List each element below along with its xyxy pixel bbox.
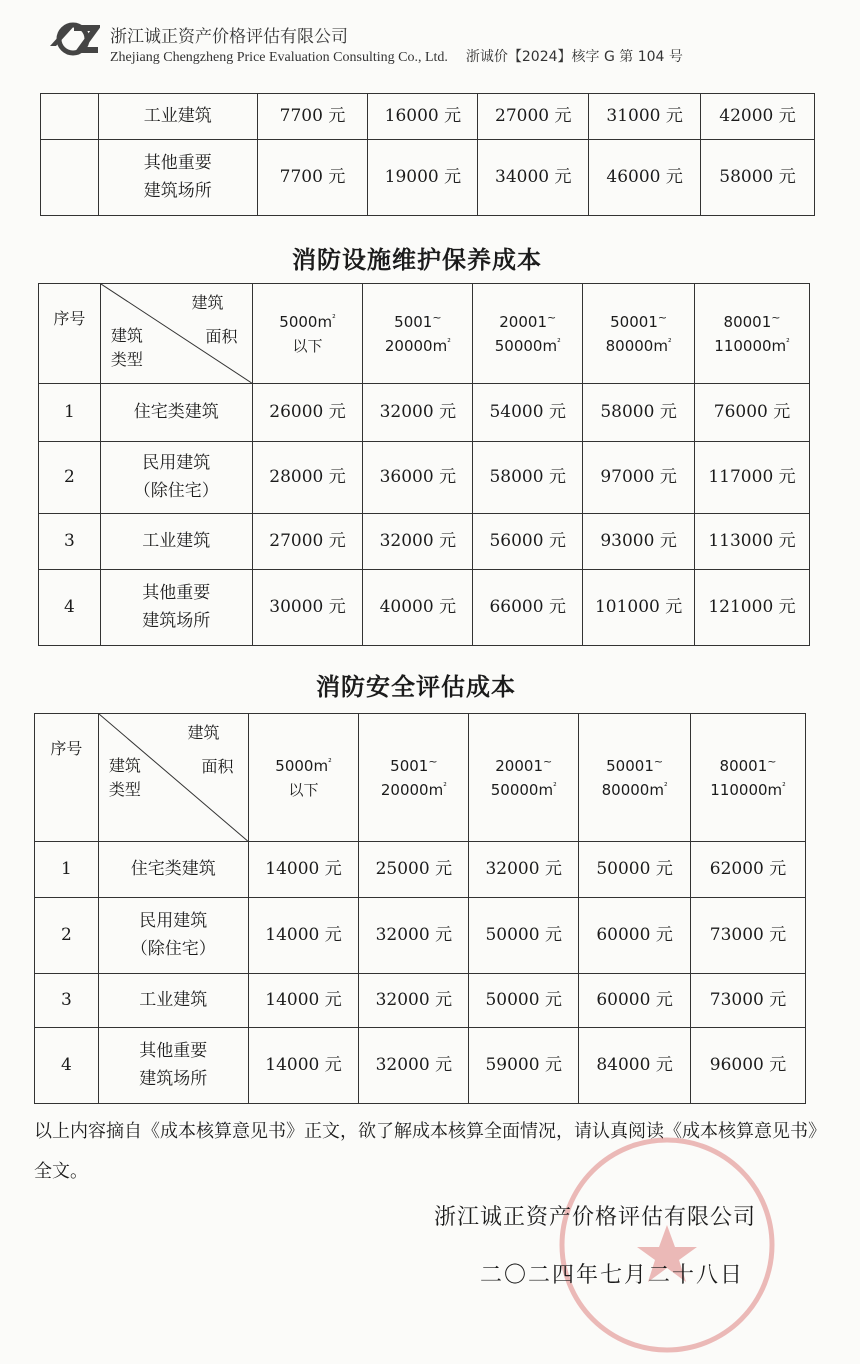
header-area-label: 建筑 (187, 723, 220, 742)
row-cost-value: 14000 元 (248, 1028, 359, 1104)
row-cost-value: 73000 元 (691, 974, 806, 1028)
row-cost-value: 14000 元 (248, 898, 359, 974)
row-cost-value: 7700 元 (257, 94, 368, 140)
row-cost-value: 96000 元 (691, 1028, 806, 1104)
row-seq: 1 (39, 384, 101, 442)
row-cost-value: 27000 元 (478, 94, 589, 140)
row-cost-value: 62000 元 (691, 842, 806, 898)
header-col-3-b: 50000m (490, 781, 554, 799)
row-building-type: 民用建筑 （除住宅） (100, 442, 252, 514)
header-col-3 (469, 714, 579, 842)
row-seq: 1 (35, 842, 99, 898)
row-building-type: 其他重要 建筑场所 (98, 140, 257, 216)
row-building-type: 其他重要 建筑场所 (98, 1028, 248, 1104)
header-col-5 (691, 714, 806, 842)
row-cost-value: 40000 元 (363, 570, 473, 646)
row-building-type: 住宅类建筑 (100, 384, 252, 442)
header-col-4 (579, 714, 691, 842)
header-tilde: ~ (653, 755, 664, 768)
header-col-3 (473, 284, 583, 384)
row-cost-value: 32000 元 (359, 898, 469, 974)
header-type-line1: 建筑 (108, 756, 141, 775)
header-tilde: ~ (771, 311, 781, 324)
row-cost-value: 32000 元 (363, 514, 473, 570)
row-cost-value: 27000 元 (252, 514, 363, 570)
header-col-2-a: 5001 (394, 313, 433, 331)
row-cost-value: 60000 元 (579, 974, 691, 1028)
row-cost-value: 14000 元 (248, 974, 359, 1028)
table-continuation (40, 93, 815, 216)
row-cost-value: 66000 元 (473, 570, 583, 646)
header-tilde: ~ (542, 755, 553, 768)
header-col-4 (583, 284, 695, 384)
header-col-2-a: 5001 (390, 757, 429, 775)
header-sq: ² (667, 338, 672, 348)
header-diagonal-cell (100, 284, 252, 384)
header-col-4-b: 80000m (605, 337, 668, 355)
row-cost-value: 58000 元 (473, 442, 583, 514)
header-diagonal-cell (98, 714, 248, 842)
row-cost-value: 32000 元 (363, 384, 473, 442)
row-building-type: 其他重要 建筑场所 (100, 570, 252, 646)
header-col-5-b: 110000m (710, 781, 783, 799)
header-col-2-b: 20000m (384, 337, 448, 355)
row-cost-value: 56000 元 (473, 514, 583, 570)
header-sq: ² (553, 782, 557, 792)
row-cost-value: 117000 元 (695, 442, 810, 514)
header-sq: ² (557, 338, 561, 348)
table-row (39, 384, 810, 442)
row-cost-value: 30000 元 (252, 570, 363, 646)
header-sq: ² (782, 782, 786, 792)
row-cost-value: 60000 元 (579, 898, 691, 974)
row-cost-value: 16000 元 (368, 94, 478, 140)
header-col-1 (252, 284, 363, 384)
document-number: 浙诚价【2024】核字 G 第 104 号 (465, 49, 683, 65)
row-building-type: 工业建筑 (98, 974, 248, 1028)
row-cost-value: 50000 元 (579, 842, 691, 898)
header-col-4-a: 50001 (606, 757, 654, 775)
row-building-type: 住宅类建筑 (98, 842, 248, 898)
company-seal-icon (552, 1130, 782, 1360)
header-col-2-b: 20000m (380, 781, 444, 799)
row-cost-value: 36000 元 (363, 442, 473, 514)
header-sq: ² (332, 313, 336, 324)
row-seq: 4 (35, 1028, 99, 1104)
header-tilde: ~ (546, 311, 557, 324)
row-seq: 3 (39, 514, 101, 570)
row-cost-value: 54000 元 (473, 384, 583, 442)
row-cost-value: 32000 元 (359, 974, 469, 1028)
row-seq: 2 (39, 442, 101, 514)
header-seq: 序号 (39, 284, 101, 384)
header-col-3-b: 50000m (494, 337, 558, 355)
company-name-cn: 浙江诚正资产价格评估有限公司 (110, 27, 348, 47)
row-cost-value: 73000 元 (691, 898, 806, 974)
header-type-line2: 类型 (110, 350, 143, 369)
header-col-5-b: 110000m (714, 337, 787, 355)
table-row (39, 570, 810, 646)
header-sq: ² (663, 782, 668, 792)
row-building-type: 工业建筑 (98, 94, 257, 140)
header-col-1-b: 以下 (292, 336, 323, 355)
header-seq: 序号 (35, 714, 99, 842)
row-seq: 3 (35, 974, 99, 1028)
header-col-1-a: 5000m (275, 756, 329, 775)
table-row (35, 898, 806, 974)
row-cost-value: 101000 元 (583, 570, 695, 646)
row-building-type: 民用建筑 （除住宅） (98, 898, 248, 974)
table-row (41, 140, 815, 216)
table-row (35, 842, 806, 898)
header-tilde: ~ (657, 311, 668, 324)
row-cost-value: 26000 元 (252, 384, 363, 442)
row-cost-value: 59000 元 (469, 1028, 579, 1104)
header-tilde: ~ (428, 755, 438, 768)
row-seq (41, 94, 99, 140)
table-maintenance-cost (38, 283, 810, 646)
header-row (39, 284, 810, 384)
letterhead (30, 10, 830, 70)
header-col-3-a: 20001 (495, 757, 543, 775)
row-cost-value: 31000 元 (589, 94, 701, 140)
row-cost-value: 28000 元 (252, 442, 363, 514)
company-name-en (110, 46, 683, 66)
header-type-label (109, 754, 141, 802)
table-row (39, 514, 810, 570)
header-sq: ² (447, 338, 451, 348)
header-row (35, 714, 806, 842)
header-sq: ² (328, 757, 332, 768)
table-row (35, 974, 806, 1028)
row-cost-value: 42000 元 (701, 94, 815, 140)
header-col-5-a: 80001 (719, 757, 768, 775)
row-cost-value: 34000 元 (478, 140, 589, 216)
table-row (39, 442, 810, 514)
header-sq: ² (443, 782, 447, 792)
table-row (41, 94, 815, 140)
row-cost-value: 19000 元 (368, 140, 478, 216)
row-building-type: 工业建筑 (100, 514, 252, 570)
row-cost-value: 14000 元 (248, 842, 359, 898)
header-col-4-b: 80000m (601, 781, 664, 799)
signer-company: 浙江诚正资产价格评估有限公司 (434, 1205, 757, 1230)
row-cost-value: 97000 元 (583, 442, 695, 514)
row-cost-value: 84000 元 (579, 1028, 691, 1104)
row-seq: 4 (39, 570, 101, 646)
row-cost-value: 93000 元 (583, 514, 695, 570)
header-col-1-b: 以下 (288, 780, 319, 799)
header-area-label: 建筑 (191, 293, 224, 312)
row-cost-value: 76000 元 (695, 384, 810, 442)
header-type-line2: 类型 (108, 780, 141, 799)
row-cost-value: 121000 元 (695, 570, 810, 646)
header-tilde: ~ (767, 755, 777, 768)
row-cost-value: 25000 元 (359, 842, 469, 898)
header-type-line1: 建筑 (110, 326, 143, 345)
header-area-label-2: 面积 (201, 757, 234, 776)
header-sq: ² (786, 338, 790, 348)
row-cost-value: 58000 元 (701, 140, 815, 216)
header-tilde: ~ (432, 311, 442, 324)
row-cost-value: 32000 元 (469, 842, 579, 898)
row-cost-value: 113000 元 (695, 514, 810, 570)
row-cost-value: 32000 元 (359, 1028, 469, 1104)
note-paragraph: 以上内容摘自《成本核算意见书》正文，欲了解成本核算全面情况，请认真阅读《成本核算意见书》全文。 (34, 1121, 817, 1182)
header-type-label (111, 324, 143, 372)
header-col-1-a: 5000m (279, 312, 333, 331)
row-cost-value: 46000 元 (589, 140, 701, 216)
row-cost-value: 58000 元 (583, 384, 695, 442)
row-cost-value: 50000 元 (469, 974, 579, 1028)
row-seq (41, 140, 99, 216)
header-col-2 (363, 284, 473, 384)
header-col-5-a: 80001 (723, 313, 772, 331)
row-seq: 2 (35, 898, 99, 974)
table-title-maintenance: 消防设施维护保养成本 (292, 246, 542, 274)
header-col-5 (695, 284, 810, 384)
header-col-1 (248, 714, 359, 842)
header-area-label-2: 面积 (205, 327, 238, 346)
company-name-en-text: Zhejiang Chengzheng Price Evaluation Consulting Co., Ltd. (110, 50, 448, 65)
table-title-assessment: 消防安全评估成本 (316, 673, 516, 701)
header-col-4-a: 50001 (610, 313, 658, 331)
header-col-3-a: 20001 (499, 313, 547, 331)
table-assessment-cost (34, 713, 806, 1104)
signing-date: 二〇二四年七月二十八日 (480, 1263, 745, 1288)
row-cost-value: 7700 元 (257, 140, 368, 216)
row-cost-value: 50000 元 (469, 898, 579, 974)
company-logo-icon (46, 16, 100, 62)
table-row (35, 1028, 806, 1104)
header-col-2 (359, 714, 469, 842)
